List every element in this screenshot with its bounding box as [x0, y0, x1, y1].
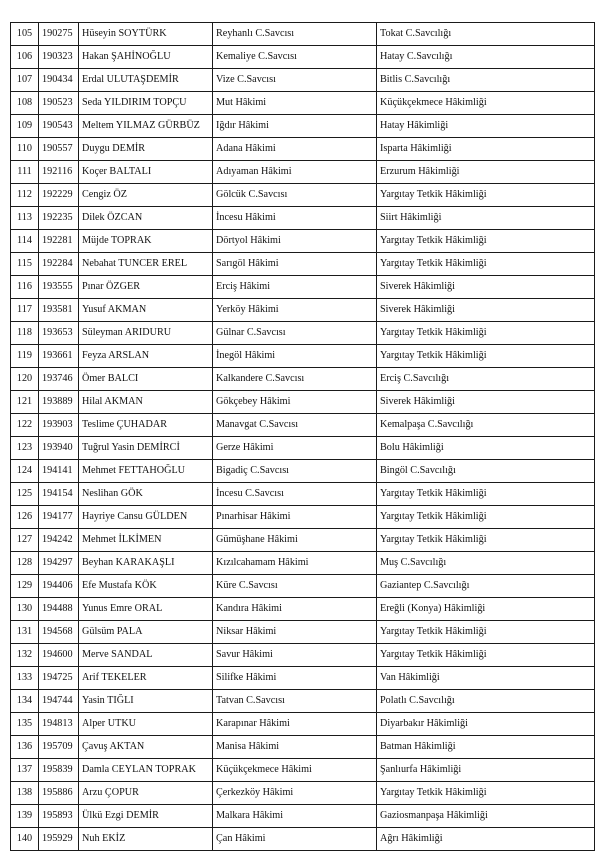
row-number-cell: 113	[11, 207, 39, 230]
new-post-cell: Küçükçekmece Hâkimliği	[377, 92, 595, 115]
new-post-cell: Yargıtay Tetkik Hâkimliği	[377, 253, 595, 276]
current-post-cell: Manavgat C.Savcısı	[213, 414, 377, 437]
table-row	[11, 782, 595, 805]
table-row	[11, 115, 595, 138]
new-post-cell: Bolu Hâkimliği	[377, 437, 595, 460]
new-post-cell: Tokat C.Savcılığı	[377, 23, 595, 46]
new-post-cell: Ereğli (Konya) Hâkimliği	[377, 598, 595, 621]
registry-number-cell: 190557	[39, 138, 79, 161]
new-post-cell: Hatay Hâkimliği	[377, 115, 595, 138]
row-number-cell: 133	[11, 667, 39, 690]
new-post-cell: Yargıtay Tetkik Hâkimliği	[377, 529, 595, 552]
registry-number-cell: 195709	[39, 736, 79, 759]
registry-number-cell: 192116	[39, 161, 79, 184]
row-number-cell: 114	[11, 230, 39, 253]
person-name-cell: Teslime ÇUHADAR	[79, 414, 213, 437]
registry-number-cell: 194154	[39, 483, 79, 506]
current-post-cell: Çerkezköy Hâkimi	[213, 782, 377, 805]
person-name-cell: Yunus Emre ORAL	[79, 598, 213, 621]
registry-number-cell: 194177	[39, 506, 79, 529]
current-post-cell: Gölcük C.Savcısı	[213, 184, 377, 207]
row-number-cell: 116	[11, 276, 39, 299]
person-name-cell: Dilek ÖZCAN	[79, 207, 213, 230]
new-post-cell: Yargıtay Tetkik Hâkimliği	[377, 621, 595, 644]
table-row	[11, 437, 595, 460]
person-name-cell: Ömer BALCI	[79, 368, 213, 391]
row-number-cell: 118	[11, 322, 39, 345]
row-number-cell: 122	[11, 414, 39, 437]
row-number-cell: 134	[11, 690, 39, 713]
current-post-cell: Bigadiç C.Savcısı	[213, 460, 377, 483]
registry-number-cell: 192281	[39, 230, 79, 253]
table-row	[11, 667, 595, 690]
new-post-cell: Hatay C.Savcılığı	[377, 46, 595, 69]
table-row	[11, 253, 595, 276]
registry-number-cell: 192235	[39, 207, 79, 230]
person-name-cell: Mehmet FETTAHOĞLU	[79, 460, 213, 483]
row-number-cell: 112	[11, 184, 39, 207]
current-post-cell: Savur Hâkimi	[213, 644, 377, 667]
table-row	[11, 621, 595, 644]
registry-number-cell: 193889	[39, 391, 79, 414]
table-row	[11, 460, 595, 483]
table-row	[11, 368, 595, 391]
current-post-cell: Gökçebey Hâkimi	[213, 391, 377, 414]
new-post-cell: Diyarbakır Hâkimliği	[377, 713, 595, 736]
row-number-cell: 126	[11, 506, 39, 529]
row-number-cell: 106	[11, 46, 39, 69]
row-number-cell: 127	[11, 529, 39, 552]
registry-number-cell: 194725	[39, 667, 79, 690]
registry-number-cell: 193661	[39, 345, 79, 368]
new-post-cell: Siverek Hâkimliği	[377, 299, 595, 322]
person-name-cell: Arzu ÇOPUR	[79, 782, 213, 805]
person-name-cell: Nuh EKİZ	[79, 828, 213, 851]
registry-number-cell: 193581	[39, 299, 79, 322]
row-number-cell: 136	[11, 736, 39, 759]
registry-number-cell: 192284	[39, 253, 79, 276]
registry-number-cell: 193653	[39, 322, 79, 345]
new-post-cell: Yargıtay Tetkik Hâkimliği	[377, 644, 595, 667]
person-name-cell: Yusuf AKMAN	[79, 299, 213, 322]
current-post-cell: Gerze Hâkimi	[213, 437, 377, 460]
appointment-table-body	[11, 23, 595, 851]
person-name-cell: Pınar ÖZGER	[79, 276, 213, 299]
current-post-cell: Çan Hâkimi	[213, 828, 377, 851]
person-name-cell: Neslihan GÖK	[79, 483, 213, 506]
current-post-cell: Adıyaman Hâkimi	[213, 161, 377, 184]
registry-number-cell: 194242	[39, 529, 79, 552]
registry-number-cell: 195886	[39, 782, 79, 805]
current-post-cell: Karapınar Hâkimi	[213, 713, 377, 736]
person-name-cell: Nebahat TUNCER EREL	[79, 253, 213, 276]
table-row	[11, 69, 595, 92]
row-number-cell: 131	[11, 621, 39, 644]
row-number-cell: 120	[11, 368, 39, 391]
registry-number-cell: 195893	[39, 805, 79, 828]
new-post-cell: Muş C.Savcılığı	[377, 552, 595, 575]
person-name-cell: Duygu DEMİR	[79, 138, 213, 161]
current-post-cell: Pınarhisar Hâkimi	[213, 506, 377, 529]
person-name-cell: Çavuş AKTAN	[79, 736, 213, 759]
current-post-cell: Mut Hâkimi	[213, 92, 377, 115]
person-name-cell: Cengiz ÖZ	[79, 184, 213, 207]
row-number-cell: 105	[11, 23, 39, 46]
table-row	[11, 276, 595, 299]
row-number-cell: 121	[11, 391, 39, 414]
registry-number-cell: 190434	[39, 69, 79, 92]
current-post-cell: Niksar Hâkimi	[213, 621, 377, 644]
person-name-cell: Gülsüm PALA	[79, 621, 213, 644]
new-post-cell: Yargıtay Tetkik Hâkimliği	[377, 345, 595, 368]
registry-number-cell: 190523	[39, 92, 79, 115]
person-name-cell: Alper UTKU	[79, 713, 213, 736]
new-post-cell: Ağrı Hâkimliği	[377, 828, 595, 851]
table-row	[11, 736, 595, 759]
registry-number-cell: 194600	[39, 644, 79, 667]
registry-number-cell: 195929	[39, 828, 79, 851]
table-row	[11, 414, 595, 437]
new-post-cell: Yargıtay Tetkik Hâkimliği	[377, 230, 595, 253]
registry-number-cell: 194488	[39, 598, 79, 621]
current-post-cell: İncesu C.Savcısı	[213, 483, 377, 506]
table-row	[11, 345, 595, 368]
person-name-cell: Koçer BALTALI	[79, 161, 213, 184]
row-number-cell: 139	[11, 805, 39, 828]
person-name-cell: Hayriye Cansu GÜLDEN	[79, 506, 213, 529]
registry-number-cell: 195839	[39, 759, 79, 782]
new-post-cell: Bitlis C.Savcılığı	[377, 69, 595, 92]
current-post-cell: Tatvan C.Savcısı	[213, 690, 377, 713]
person-name-cell: Meltem YILMAZ GÜRBÜZ	[79, 115, 213, 138]
current-post-cell: Sarıgöl Hâkimi	[213, 253, 377, 276]
person-name-cell: Efe Mustafa KÖK	[79, 575, 213, 598]
current-post-cell: Dörtyol Hâkimi	[213, 230, 377, 253]
table-row	[11, 184, 595, 207]
table-row	[11, 207, 595, 230]
table-row	[11, 828, 595, 851]
new-post-cell: Gaziosmanpaşa Hâkimliği	[377, 805, 595, 828]
registry-number-cell: 194141	[39, 460, 79, 483]
new-post-cell: Yargıtay Tetkik Hâkimliği	[377, 322, 595, 345]
table-row	[11, 23, 595, 46]
new-post-cell: Siverek Hâkimliği	[377, 276, 595, 299]
new-post-cell: Yargıtay Tetkik Hâkimliği	[377, 184, 595, 207]
row-number-cell: 137	[11, 759, 39, 782]
table-row	[11, 230, 595, 253]
row-number-cell: 123	[11, 437, 39, 460]
registry-number-cell: 194744	[39, 690, 79, 713]
row-number-cell: 107	[11, 69, 39, 92]
registry-number-cell: 194813	[39, 713, 79, 736]
table-row	[11, 322, 595, 345]
row-number-cell: 124	[11, 460, 39, 483]
row-number-cell: 138	[11, 782, 39, 805]
current-post-cell: Vize C.Savcısı	[213, 69, 377, 92]
new-post-cell: Bingöl C.Savcılığı	[377, 460, 595, 483]
current-post-cell: Erciş Hâkimi	[213, 276, 377, 299]
current-post-cell: Kandıra Hâkimi	[213, 598, 377, 621]
new-post-cell: Batman Hâkimliği	[377, 736, 595, 759]
person-name-cell: Beyhan KARAKAŞLI	[79, 552, 213, 575]
row-number-cell: 129	[11, 575, 39, 598]
registry-number-cell: 190275	[39, 23, 79, 46]
table-row	[11, 598, 595, 621]
table-row	[11, 690, 595, 713]
registry-number-cell: 193940	[39, 437, 79, 460]
registry-number-cell: 194406	[39, 575, 79, 598]
current-post-cell: Yerköy Hâkimi	[213, 299, 377, 322]
new-post-cell: Van Hâkimliği	[377, 667, 595, 690]
row-number-cell: 110	[11, 138, 39, 161]
current-post-cell: Reyhanlı C.Savcısı	[213, 23, 377, 46]
table-row	[11, 391, 595, 414]
row-number-cell: 135	[11, 713, 39, 736]
table-row	[11, 644, 595, 667]
registry-number-cell: 193555	[39, 276, 79, 299]
person-name-cell: Ülkü Ezgi DEMİR	[79, 805, 213, 828]
current-post-cell: Küre C.Savcısı	[213, 575, 377, 598]
table-row	[11, 713, 595, 736]
new-post-cell: Gaziantep C.Savcılığı	[377, 575, 595, 598]
table-row	[11, 575, 595, 598]
current-post-cell: Kalkandere C.Savcısı	[213, 368, 377, 391]
person-name-cell: Merve SANDAL	[79, 644, 213, 667]
table-row	[11, 46, 595, 69]
row-number-cell: 125	[11, 483, 39, 506]
table-row	[11, 506, 595, 529]
current-post-cell: Adana Hâkimi	[213, 138, 377, 161]
current-post-cell: Kemaliye C.Savcısı	[213, 46, 377, 69]
person-name-cell: Hüseyin SOYTÜRK	[79, 23, 213, 46]
person-name-cell: Seda YILDIRIM TOPÇU	[79, 92, 213, 115]
person-name-cell: Tuğrul Yasin DEMİRCİ	[79, 437, 213, 460]
current-post-cell: Iğdır Hâkimi	[213, 115, 377, 138]
table-row	[11, 299, 595, 322]
appointment-table	[10, 22, 595, 851]
row-number-cell: 140	[11, 828, 39, 851]
registry-number-cell: 193746	[39, 368, 79, 391]
row-number-cell: 117	[11, 299, 39, 322]
current-post-cell: Gümüşhane Hâkimi	[213, 529, 377, 552]
new-post-cell: Yargıtay Tetkik Hâkimliği	[377, 483, 595, 506]
person-name-cell: Müjde TOPRAK	[79, 230, 213, 253]
row-number-cell: 130	[11, 598, 39, 621]
row-number-cell: 108	[11, 92, 39, 115]
registry-number-cell: 190543	[39, 115, 79, 138]
current-post-cell: Silifke Hâkimi	[213, 667, 377, 690]
new-post-cell: Siirt Hâkimliği	[377, 207, 595, 230]
current-post-cell: İncesu Hâkimi	[213, 207, 377, 230]
new-post-cell: Siverek Hâkimliği	[377, 391, 595, 414]
table-row	[11, 161, 595, 184]
table-row	[11, 552, 595, 575]
current-post-cell: İnegöl Hâkimi	[213, 345, 377, 368]
current-post-cell: Manisa Hâkimi	[213, 736, 377, 759]
registry-number-cell: 194568	[39, 621, 79, 644]
new-post-cell: Kemalpaşa C.Savcılığı	[377, 414, 595, 437]
row-number-cell: 111	[11, 161, 39, 184]
current-post-cell: Gülnar C.Savcısı	[213, 322, 377, 345]
new-post-cell: Erzurum Hâkimliği	[377, 161, 595, 184]
table-row	[11, 805, 595, 828]
table-row	[11, 759, 595, 782]
person-name-cell: Feyza ARSLAN	[79, 345, 213, 368]
person-name-cell: Arif TEKELER	[79, 667, 213, 690]
new-post-cell: Yargıtay Tetkik Hâkimliği	[377, 782, 595, 805]
table-row	[11, 483, 595, 506]
person-name-cell: Hakan ŞAHİNOĞLU	[79, 46, 213, 69]
new-post-cell: Isparta Hâkimliği	[377, 138, 595, 161]
person-name-cell: Yasin TIĞLI	[79, 690, 213, 713]
new-post-cell: Şanlıurfa Hâkimliği	[377, 759, 595, 782]
current-post-cell: Küçükçekmece Hâkimi	[213, 759, 377, 782]
current-post-cell: Malkara Hâkimi	[213, 805, 377, 828]
new-post-cell: Yargıtay Tetkik Hâkimliği	[377, 506, 595, 529]
row-number-cell: 119	[11, 345, 39, 368]
table-row	[11, 529, 595, 552]
person-name-cell: Damla CEYLAN TOPRAK	[79, 759, 213, 782]
table-row	[11, 92, 595, 115]
person-name-cell: Mehmet İLKİMEN	[79, 529, 213, 552]
person-name-cell: Erdal ULUTAŞDEMİR	[79, 69, 213, 92]
table-row	[11, 138, 595, 161]
row-number-cell: 132	[11, 644, 39, 667]
current-post-cell: Kızılcahamam Hâkimi	[213, 552, 377, 575]
registry-number-cell: 192229	[39, 184, 79, 207]
new-post-cell: Polatlı C.Savcılığı	[377, 690, 595, 713]
registry-number-cell: 190323	[39, 46, 79, 69]
registry-number-cell: 193903	[39, 414, 79, 437]
new-post-cell: Erciş C.Savcılığı	[377, 368, 595, 391]
row-number-cell: 109	[11, 115, 39, 138]
row-number-cell: 115	[11, 253, 39, 276]
person-name-cell: Hilal AKMAN	[79, 391, 213, 414]
registry-number-cell: 194297	[39, 552, 79, 575]
row-number-cell: 128	[11, 552, 39, 575]
person-name-cell: Süleyman ARIDURU	[79, 322, 213, 345]
